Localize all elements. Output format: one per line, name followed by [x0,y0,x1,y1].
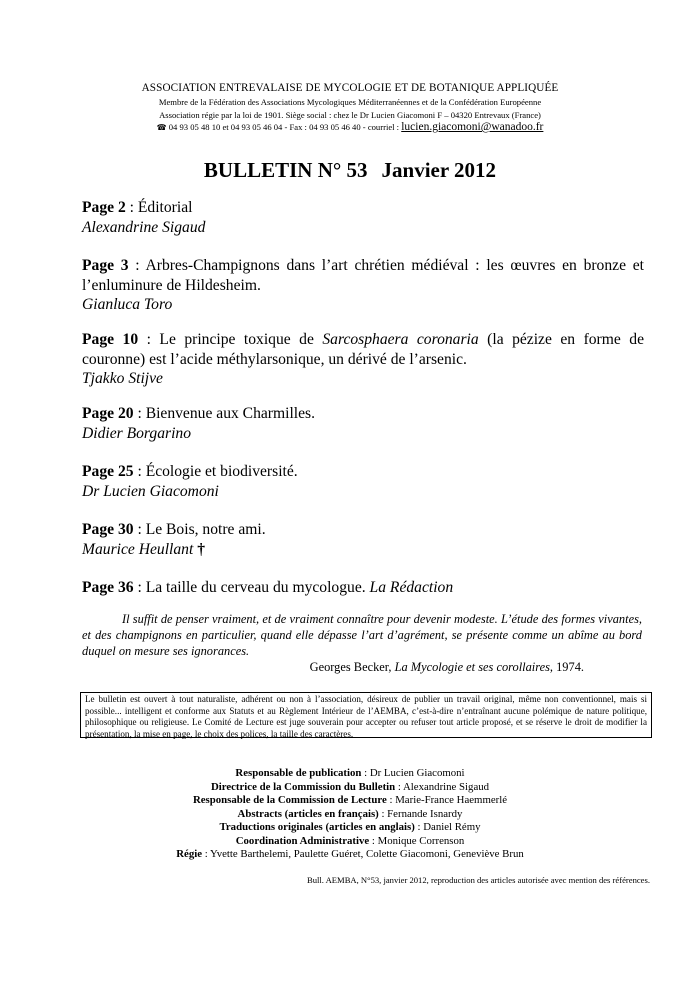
telephone-icon: ☎ [156,123,167,132]
toc-entry: Page 30 : Le Bois, notre ami. Maurice Heullant † [82,520,644,559]
toc-page: Page 10 [82,331,139,348]
contact-line [0,121,700,133]
toc-page: Page 36 [82,579,134,596]
editorial-credits [0,767,700,862]
toc-author: La Rédaction [369,579,454,596]
toc-entry: Page 10 : Le principe toxique de Sarcosphaera coronaria (la pézize en forme de couronne) est l’acide méthylarsonique, un dérivé de l’arsenic. Tjakko Stijve [82,331,644,388]
quote-citation: Georges Becker, La Mycologie et ses corollaires, 1974. [309,660,584,674]
toc-page: Page 2 [82,199,126,216]
toc-page: Page 3 [82,257,129,274]
bulletin-title [0,158,700,183]
toc-entry: Page 25 : Écologie et biodiversité. Dr Lucien Giacomoni [82,462,644,501]
credit-line: Responsable de publication : Dr Lucien Giacomoni [235,767,465,779]
bulletin-number: BULLETIN N° 53 [203,158,368,182]
credit-line: Régie : Yvette Barthelemi, Paulette Guéret, Colette Giacomoni, Geneviève Brun [176,848,524,860]
federation-membership: Membre de la Fédération des Associations Mycologiques Méditerranéennes et de la Confédération Européenne [158,97,542,107]
toc-entry: Page 20 : Bienvenue aux Charmilles. Didier Borgarino [82,404,644,443]
association-name: ASSOCIATION ENTREVALAISE DE MYCOLOGIE ET DE BOTANIQUE APPLIQUÉE [141,82,559,94]
toc-author: Maurice Heullant † [82,540,205,558]
toc-author: Alexandrine Sigaud [82,218,206,236]
toc-title: Le principe toxique de Sarcosphaera coronaria (la pézize en forme de couronne) est l’acide méthylarsonique, un dérivé de l’arsenic. [82,331,644,368]
registered-office: Association régie par la loi de 1901. Siège social : chez le Dr Lucien Giacomoni F – 04320 Entrevaux (France) [159,110,541,120]
bulletin-date: Janvier 2012 [381,158,497,182]
email-link[interactable]: lucien.giacomoni@wanadoo.fr [401,121,544,133]
toc-title: Le Bois, notre ami. [145,521,266,538]
toc-title: Bienvenue aux Charmilles. [145,405,316,422]
editorial-notice-box: Le bulletin est ouvert à tout naturaliste, adhérent ou non à l’association, désireux de publier un travail original, même non conventionnel, mais si possible... intelligent et conforme aux Statuts et au Règlement Intérieur de l’AEMBA, c’est-à-dire n’entraînant aucune polémique de nature politique, philosophique ou religieuse. Le Comité de Lecture est juge souverain pour accepter ou refuser tout article proposé, et se réserve le droit de modifier la présentation, la mise en page, le choix des polices, la taille des caractères. [80,692,652,738]
epigraph-quote [82,611,642,675]
credit-line: Directrice de la Commission du Bulletin : Alexandrine Sigaud [210,780,490,793]
quote-text: Il suffit de penser vraiment, et de vraiment connaître pour devenir modeste. L’étude des formes vivantes, et des champignons en particulier, quand elle dépasse l’art d’agrément, se présente comme un abîme au bord duquel on mesure ses ignorances. [82,612,642,658]
toc-entry: Page 36 : La taille du cerveau du mycologue. La Rédaction [82,579,454,596]
toc-page: Page 20 [82,405,134,422]
toc-author: Gianluca Toro [82,296,173,314]
cited-work: La Mycologie et ses corollaires, [394,660,554,674]
toc-page: Page 25 [82,463,134,480]
deceased-cross-icon: † [197,540,205,558]
toc-entry: Page 2 : Éditorial Alexandrine Sigaud [82,198,644,237]
toc-title: Éditorial [137,199,193,216]
toc-title: Arbres-Champignons dans l’art chrétien médiéval : les œuvres en bronze et l’enluminure de Hildesheim. [82,257,644,294]
toc-author: Didier Borgarino [82,424,192,442]
credit-line: Abstracts (articles en français) : Fernande Isnardy [237,807,463,820]
toc-page: Page 30 [82,521,134,538]
toc-author: Dr Lucien Giacomoni [82,482,219,500]
toc-entry: Page 3 : Arbres-Champignons dans l’art chrétien médiéval : les œuvres en bronze et l’enluminure de Hildesheim. Gianluca Toro [82,257,644,314]
contact-numbers: 04 93 05 48 10 et 04 93 05 46 04 - Fax : 04 93 05 46 40 - courriel : [168,122,400,132]
reproduction-footer: Bull. AEMBA, N°53, janvier 2012, reproduction des articles autorisée avec mention des références. [306,875,650,885]
toc-author: Tjakko Stijve [82,370,163,388]
credit-line: Traductions originales (articles en anglais) : Daniel Rémy [219,821,481,833]
toc-title: La taille du cerveau du mycologue. [145,579,370,596]
credit-line: Coordination Administrative : Monique Correnson [235,834,465,847]
toc-title: Écologie et biodiversité. [145,463,298,480]
species-name: Sarcosphaera coronaria [322,331,479,348]
credit-line: Responsable de la Commission de Lecture : Marie-France Haemmerlé [192,794,508,806]
